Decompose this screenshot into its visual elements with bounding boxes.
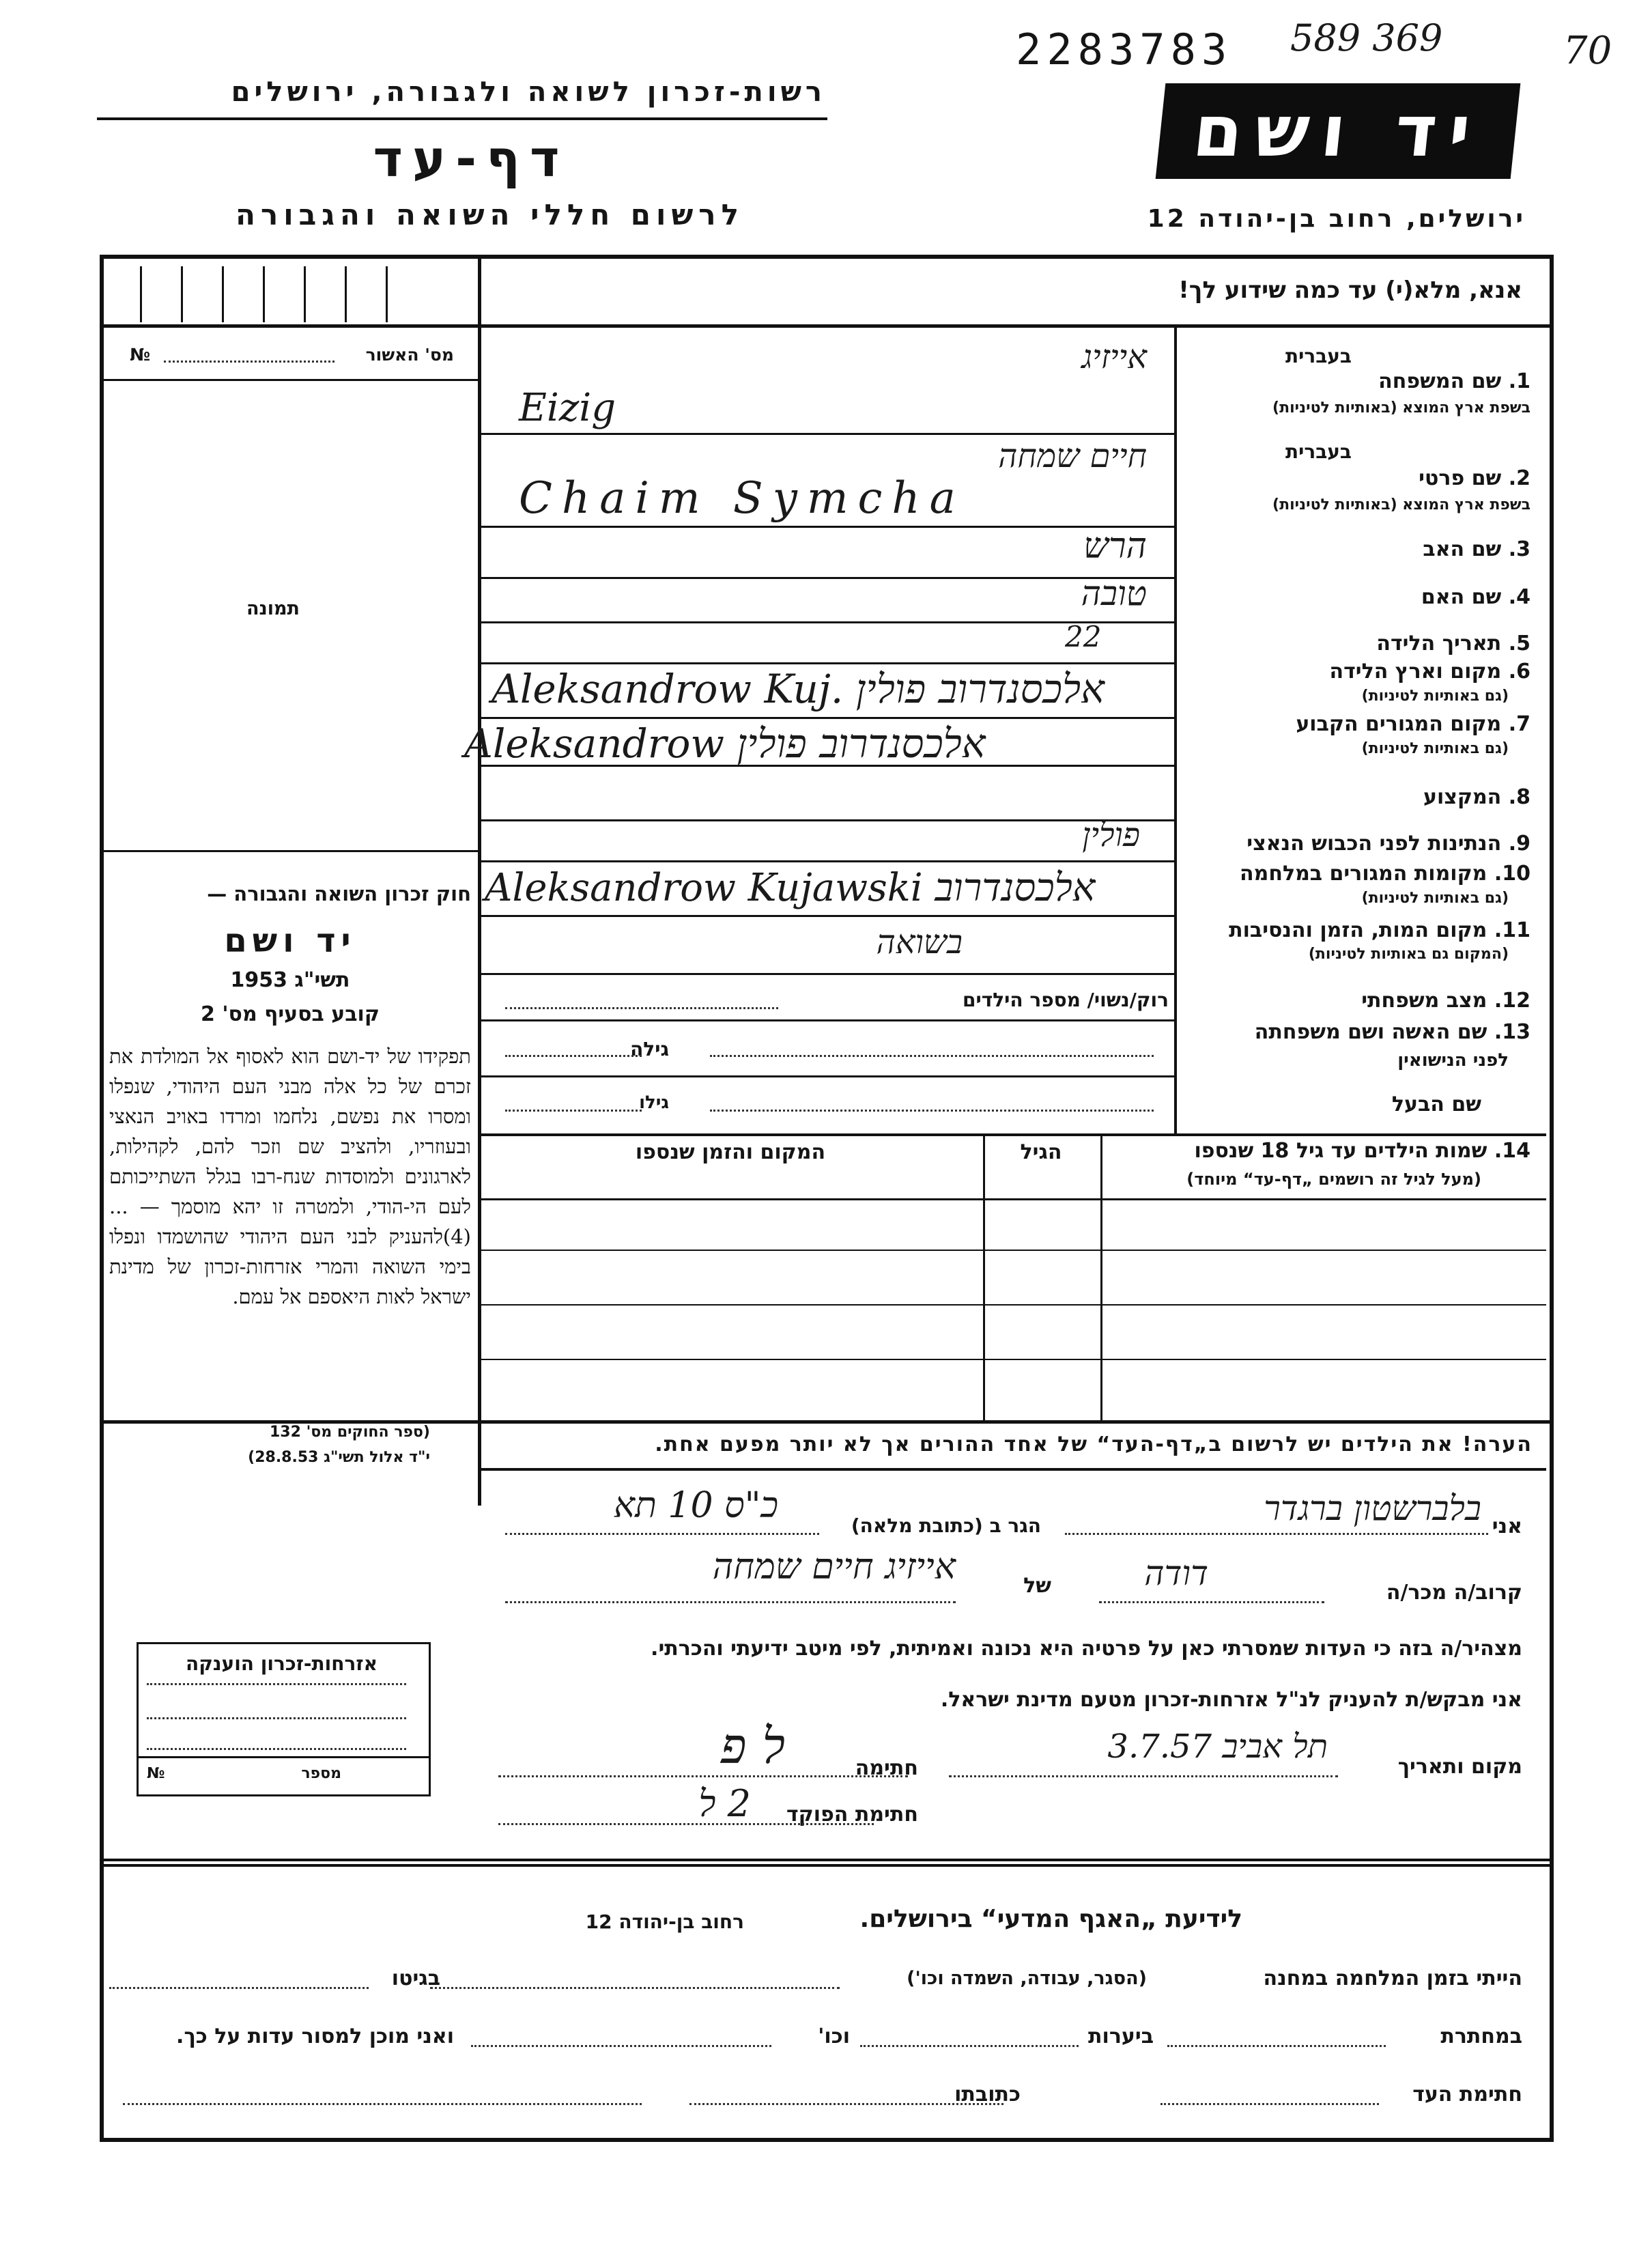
law-title: חוק זכרון השואה והגבורה — <box>207 882 471 905</box>
relation-value: דודה <box>1144 1553 1208 1593</box>
field-5-title: תאריך הלידה <box>1376 632 1502 655</box>
signature-value: ל פ <box>720 1717 785 1775</box>
field-1-number: 1. <box>1508 369 1530 393</box>
signature-line <box>498 1775 908 1777</box>
field-6-label <box>1189 660 1530 683</box>
relative-label: קרוב/ה מכר/ה <box>1386 1581 1522 1605</box>
children-col-2 <box>1100 1133 1102 1420</box>
wife-name-line <box>710 1055 1154 1057</box>
field-7-value: Aleksandrow אלכסנדרוב פולין <box>464 720 986 767</box>
law-ref-2: י"ד אלול תשי"ג 28.8.53) <box>248 1449 430 1466</box>
note: הערה! את הילדים יש לרשום ב„דף-העד“ של אחד ההורים אך לא יותר מפעם אחת. <box>655 1433 1533 1456</box>
bottom-line3-address: כתובתו <box>954 2083 1021 2106</box>
archive-number: 2283783 <box>1016 25 1233 74</box>
bottom-line2-underground: במחתרת <box>1440 2025 1522 2048</box>
field-9-title: הנתינות לפני הכבוש הנאצי <box>1247 832 1502 856</box>
approval-label: מס' האשור <box>365 345 454 365</box>
field-1-value-latin: Eizig <box>519 386 616 430</box>
field-13-title: שם האשה ושם משפחתה <box>1254 1020 1487 1044</box>
bottom-line2-forests: ביערות <box>1088 2025 1154 2048</box>
children-col-place: המקום והזמן שנספו <box>635 1140 826 1164</box>
field-2-value-latin: Chaim Symcha <box>519 473 965 524</box>
bottom-rule-1 <box>100 1859 1551 1861</box>
relation-of-line <box>505 1601 956 1603</box>
residing-label: הגר ב (כתובת מלאה) <box>851 1514 1041 1537</box>
field-10-number: 10. <box>1494 862 1530 886</box>
approval-mark: № <box>130 345 151 365</box>
witness-address-line <box>689 2103 1003 2105</box>
bottom-rule-2 <box>100 1864 1551 1867</box>
instructions: אנא, מלא(י) עד כמה שידוע לך! <box>1178 277 1522 304</box>
field-11-subtitle: (המקום גם באותיות לטיניות) <box>1308 946 1509 963</box>
cert-line-2 <box>147 1717 406 1719</box>
children-label <box>1107 1139 1530 1163</box>
field-11-number: 11. <box>1494 918 1530 942</box>
field-10-label <box>1176 862 1530 886</box>
field-12-label <box>1189 989 1530 1013</box>
officer-label: חתימת הפוקד <box>786 1803 918 1826</box>
field-6-title: מקום וארץ הלידה <box>1329 660 1502 683</box>
cert-number-rule <box>137 1756 431 1758</box>
children-subtitle: (מעל לגיל זה רושמים „דף-עד“ מיוחד) <box>1186 1170 1481 1189</box>
field-11-title: מקום המות, הזמן והנסיבות <box>1229 918 1487 942</box>
witness-address-line-2 <box>123 2103 642 2105</box>
husband-age-label: גילו <box>639 1092 669 1113</box>
place-date-line <box>949 1775 1338 1777</box>
field-7-number: 7. <box>1508 712 1530 736</box>
children-bottom-rule <box>100 1420 1551 1424</box>
law-ref-1: (ספר החוקים מס' 132 <box>269 1424 430 1441</box>
request: אני מבקש/ת להעניק לנ"ל אזרחות-זכרון מטעם מדינת ישראל. <box>940 1688 1522 1712</box>
logo-text: יד ושם <box>1189 89 1487 173</box>
top-strip-rule <box>100 324 1551 328</box>
field-7-subtitle: (גם באותיות לטיניות) <box>1361 740 1509 757</box>
header-rule <box>97 117 827 120</box>
field-6-value: Aleksandrow Kuj. אלכסנדרוב פולין <box>492 666 1105 712</box>
field-9-label <box>1189 832 1530 856</box>
field-2-hebrew-hint: בעברית <box>1285 440 1352 463</box>
etc-line <box>471 2045 771 2047</box>
bottom-line1-camp: הייתי בזמן המלחמה במחנה <box>1263 1966 1522 1990</box>
field-3-title: שם האב <box>1423 537 1502 561</box>
bottom-line1-types: (הסגר, עבודה, השמדה וכו') <box>907 1968 1147 1989</box>
yad-vashem-logo <box>1156 83 1521 179</box>
husband-name-line <box>710 1110 1154 1112</box>
field-7-label <box>1189 712 1530 736</box>
field-1-subtitle: בשפת ארץ המוצא (באותיות לטיניות) <box>1272 399 1530 417</box>
husband-age-line <box>505 1110 642 1112</box>
approval-line <box>164 361 334 363</box>
field-5-value: 22 <box>1065 620 1102 653</box>
note-bottom-rule <box>478 1468 1546 1471</box>
declarant-name-line <box>1065 1533 1488 1535</box>
bottom-line2-testimony: ואני מוכן למסור עדות על כך. <box>176 2025 454 2048</box>
field-8-number: 8. <box>1508 785 1530 809</box>
law-name: יד ושם <box>224 922 356 960</box>
law-text: תפקידו של יד-ושם הוא לאסוף אל המולדת את זכרם של כל אלה מבני העם היהודי, שנפלו ומסרו את נפשם, נלחמו ומרדו באויב הנאצי ובעוזריו, ולהציב שם וזכר להם, לקהילות, לארגונים ולמוסדות שנח-רבו בגלל השתייכותם לעם הי-הודי, ולמטרה זו יהא מוסמך — ...(4)להעניק לבני העם היהודי שהושמדו ונפלו בימי השואה והמרי אזרחות-זכרון של מדינת ישראל לאות היאספם אל עמם. <box>109 1045 471 1308</box>
field-2-number: 2. <box>1508 466 1530 490</box>
field-2-title: שם פרטי <box>1419 466 1502 490</box>
field-11-value: בשואה <box>876 923 963 961</box>
field-3-label <box>1189 537 1530 561</box>
signature-label: חתימה <box>855 1756 918 1780</box>
field-2-subtitle: בשפת ארץ המוצא (באותיות לטיניות) <box>1272 496 1530 513</box>
form-subtitle: לרשום חללי השואה והגבורה <box>236 198 744 231</box>
field-12-number: 12. <box>1494 989 1530 1013</box>
field-10-value: Aleksandrow Kujawski אלכסנדרוב <box>485 866 1096 910</box>
officer-line <box>498 1823 874 1825</box>
field-2-value-hebrew: חיים שמחה <box>998 437 1147 475</box>
address-line <box>505 1533 819 1535</box>
field-7-title: מקום המגורים הקבוע <box>1296 712 1502 736</box>
place-date-value: תל אביב 3.7.57 <box>1107 1727 1328 1766</box>
field-1-value-hebrew: אייזיג <box>1081 338 1147 376</box>
declarant-i-label: אני <box>1492 1514 1522 1538</box>
law-section: קובע בסעיף מס' 2 <box>201 1002 380 1026</box>
bottom-line1-ghetto: בגיטו <box>391 1966 440 1990</box>
field-10-subtitle: (גם באותיות לטיניות) <box>1361 890 1509 907</box>
label-column-divider <box>1174 324 1177 1133</box>
relation-of-value: אייזיג חיים שמחה <box>712 1547 956 1588</box>
marital-options: רוק/נשוי/ מספר הילדים <box>963 989 1169 1011</box>
husband-name-label: שם הבעל <box>1391 1092 1481 1116</box>
certificate-title: אזרחות-זכרון הוענקה <box>186 1652 378 1675</box>
field-6-number: 6. <box>1508 660 1530 683</box>
bottom-title: לידיעת „האגף המדעי“ בירושלים. <box>859 1905 1242 1933</box>
law-year: תשי"ג 1953 <box>230 968 350 992</box>
of-label: של <box>1023 1574 1051 1598</box>
camp-line <box>430 1987 840 1989</box>
place-date-label: מקום ותאריך <box>1397 1755 1522 1779</box>
field-13-number: 13. <box>1494 1020 1530 1044</box>
photo-top-rule <box>100 379 478 381</box>
children-count-line <box>505 1007 778 1009</box>
field-10-title: מקומות המגורים במלחמה <box>1240 862 1487 886</box>
top-strip-divider <box>478 255 481 326</box>
children-header-rule <box>478 1198 1546 1200</box>
field-12-title: מצב משפחתי <box>1361 989 1487 1013</box>
wife-age-line <box>505 1055 642 1057</box>
field-1-title: שם המשפחה <box>1378 369 1502 393</box>
address: ירושלים, רחוב בן-יהודה 12 <box>1147 205 1526 233</box>
tick-boxes <box>140 266 461 322</box>
certificate-mark: № <box>147 1765 165 1782</box>
field-1-hebrew-hint: בעברית <box>1285 345 1352 367</box>
children-number: 14. <box>1494 1139 1530 1163</box>
handwritten-number: 589 369 <box>1290 16 1443 59</box>
field-3-number: 3. <box>1508 537 1530 561</box>
declarant-address: כ"ס 10 תא <box>613 1485 778 1526</box>
wife-age-label: גילה <box>630 1038 669 1060</box>
children-col-age: הגיל <box>1020 1140 1062 1164</box>
bottom-line3-witness-signature: חתימת העד <box>1412 2083 1522 2106</box>
field-4-value: טובה <box>1081 574 1147 613</box>
witness-signature-line <box>1160 2103 1379 2105</box>
bottom-address: רחוב בן-יהודה 12 <box>585 1910 744 1933</box>
children-title: שמות הילדים עד גיל 18 שנספו <box>1194 1139 1487 1163</box>
children-col-1 <box>983 1133 985 1420</box>
field-4-label <box>1189 585 1530 609</box>
field-8-label <box>1189 785 1530 809</box>
declarant-name: בלברשטון ברגדר <box>1264 1489 1481 1528</box>
field-2-label <box>1189 466 1530 490</box>
cert-line-1 <box>147 1683 406 1685</box>
field-1-label <box>1189 369 1530 393</box>
field-5-number: 5. <box>1508 632 1530 655</box>
forests-line <box>860 2045 1079 2047</box>
field-8-title: המקצוע <box>1423 785 1502 809</box>
field-6-subtitle: (גם באותיות לטיניות) <box>1361 688 1509 705</box>
underground-line <box>1167 2045 1386 2047</box>
ghetto-line <box>109 1987 369 1989</box>
field-13-subtitle: לפני הנישואין <box>1397 1050 1509 1071</box>
cert-line-3 <box>147 1748 406 1750</box>
institution-name: רשות-זכרון לשואה ולגבורה, ירושלים <box>231 76 826 108</box>
bottom-line2-etc: וכו' <box>818 2025 850 2048</box>
corner-number: 70 <box>1563 29 1612 73</box>
field-3-value: הרש <box>1083 526 1147 567</box>
field-4-number: 4. <box>1508 585 1530 609</box>
field-11-label <box>1176 918 1530 942</box>
form-title: דף-עד <box>373 130 569 188</box>
relation-line <box>1099 1601 1324 1603</box>
photo-label: תמונה <box>246 598 300 619</box>
field-5-label <box>1189 632 1530 655</box>
photo-bottom-rule <box>100 850 478 852</box>
field-9-number: 9. <box>1508 832 1530 856</box>
certificate-number-label: מספר <box>301 1765 341 1782</box>
declaration: מצהיר/ה בזה כי העדות שמסרתי כאן על פרטיה היא נכונה ואמיתית, לפי מיטב ידיעתי והכרתי. <box>651 1637 1522 1661</box>
officer-signature: 2 ל <box>698 1782 751 1825</box>
field-4-title: שם האם <box>1421 585 1502 609</box>
field-13-label <box>1176 1020 1530 1044</box>
field-9-value: פולין <box>1082 816 1140 854</box>
